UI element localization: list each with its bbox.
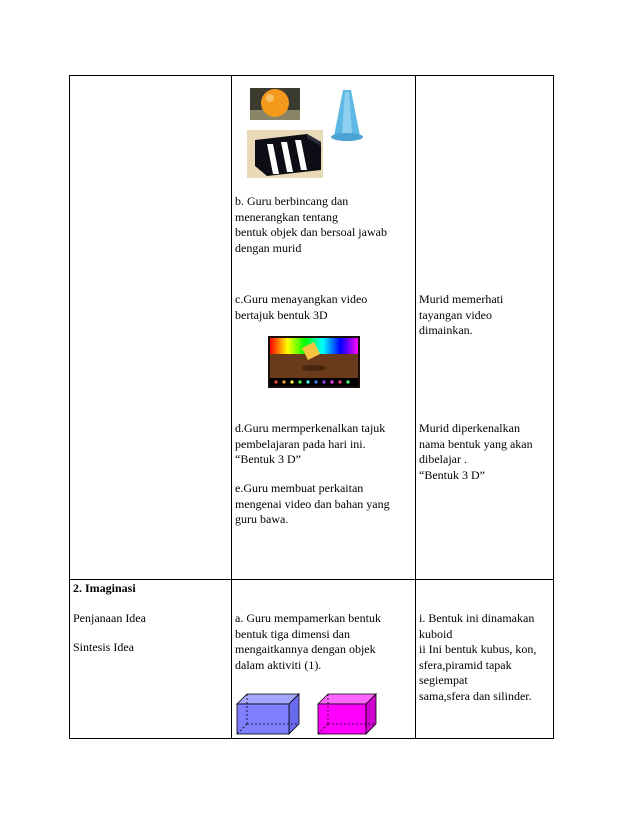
stage-heading: 2. Imaginasi xyxy=(73,581,136,595)
stage-item-penjanaan: Penjanaan Idea xyxy=(73,611,146,625)
activity-d-text: d.Guru mermperkenalkan tajuk pembelajaran pada hari ini. “Bentuk 3 D” xyxy=(235,421,386,466)
row-divider xyxy=(70,579,553,580)
video-screenshot[interactable] xyxy=(268,336,360,388)
blue-cuboid-drawing xyxy=(235,692,301,736)
activity-a-text: a. Guru mempamerkan bentuk bentuk tiga dimensi dan mengaitkannya dengan objek dalam aktiviti (1). xyxy=(235,611,381,672)
pupil-response-d: Murid diperkenalkan nama bentuk yang akan dibelajar . “Bentuk 3 D” xyxy=(419,421,533,482)
column-divider xyxy=(231,76,232,738)
activity-c-text: c.Guru menayangkan video bertajuk bentuk 3D xyxy=(235,292,368,322)
shoe-box-photo xyxy=(247,130,323,178)
pupil-response-c: Murid memerhati tayangan video dimainkan. xyxy=(419,292,504,337)
pupil-response-a: i. Bentuk ini dinamakan kuboid ii Ini bentuk kubus, kon, sfera,piramid tapak segiempat sama,sfera dan silinder. xyxy=(419,611,537,703)
traffic-cone-photo xyxy=(330,88,364,142)
activity-b-text: b. Guru berbincang dan menerangkan tentang bentuk objek dan bersoal jawab dengan murid xyxy=(235,194,387,255)
activity-e-text: e.Guru membuat perkaitan mengenai video dan bahan yang guru bawa. xyxy=(235,481,390,526)
column-divider xyxy=(415,76,416,738)
orange-ball-photo xyxy=(250,88,300,120)
magenta-cuboid-drawing xyxy=(316,692,378,736)
stage-item-sintesis: Sintesis Idea xyxy=(73,640,134,654)
